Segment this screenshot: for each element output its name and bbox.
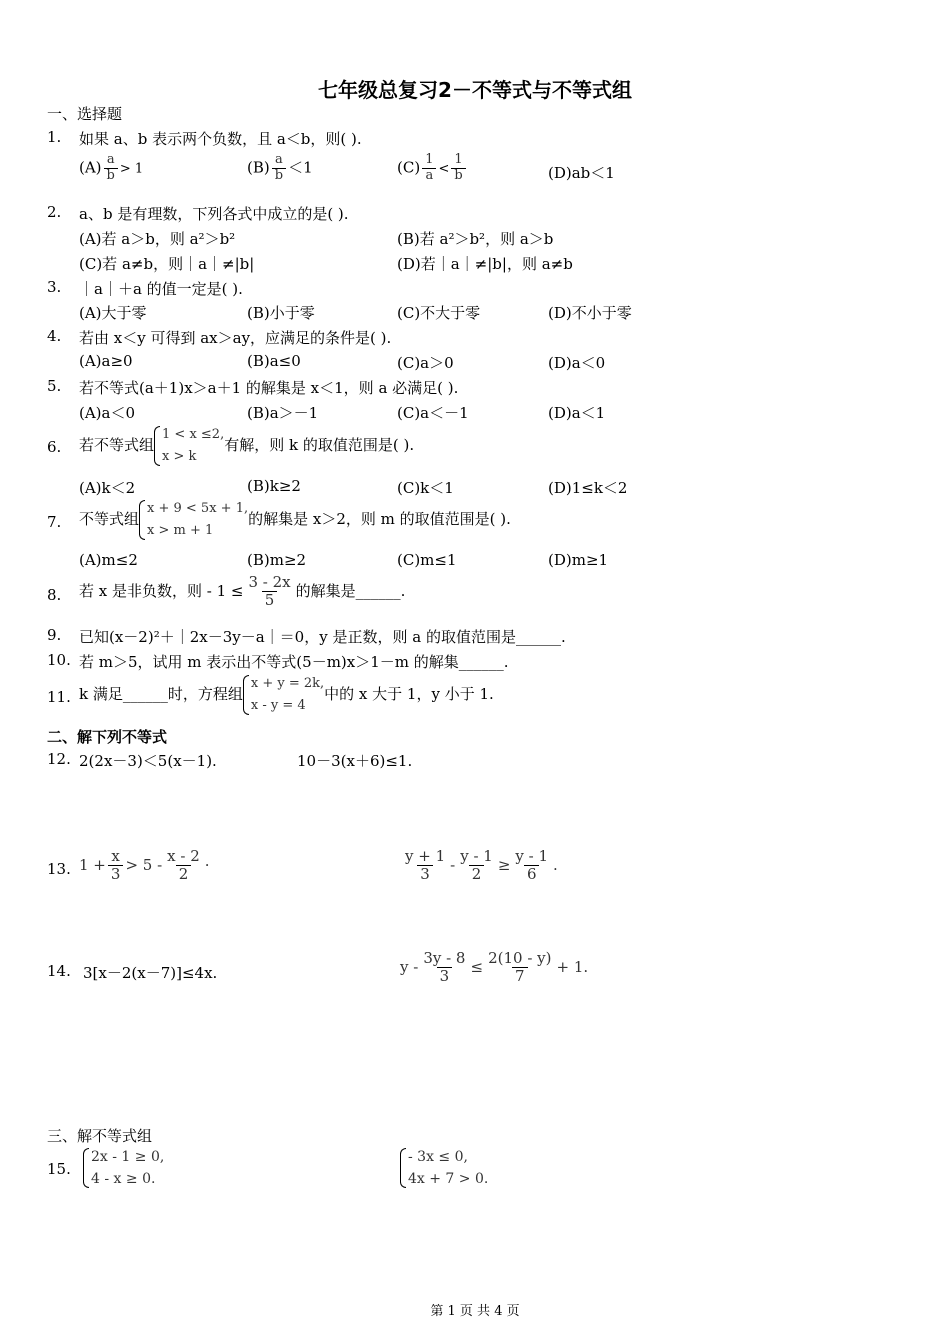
q2-option-c: (C)若 a≠b，则｜a｜≠|b| xyxy=(79,255,255,273)
q2-number: 2. xyxy=(47,203,62,221)
q5-option-a: (A)a＜0 xyxy=(79,404,136,422)
q5-number: 5. xyxy=(47,377,62,395)
q3-option-d: (D)不小于零 xyxy=(548,304,632,322)
section-inequalities-heading: 二、解下列不等式 xyxy=(47,728,168,746)
q2-option-d: (D)若｜a｜≠|b|，则 a≠b xyxy=(397,255,573,273)
q6-option-d: (D)1≤k＜2 xyxy=(548,479,628,497)
q1-option-a: (A) $\frac{a}{b}$ > 1 xyxy=(79,152,144,183)
q7-number: 7. xyxy=(47,513,62,531)
q2-option-b: (B)若 a²＞b²，则 a＞b xyxy=(397,230,554,248)
q12-left: 2(2x－3)＜5(x－1). xyxy=(79,752,217,770)
q1-stem: 如果 a、b 表示两个负数，且 a＜b，则( ). xyxy=(79,130,362,148)
q15-left-system: 2x - 1 ≥ 0, 4 - x ≥ 0. xyxy=(83,1146,164,1190)
q12-number: 12. xyxy=(47,750,71,768)
q6-number: 6. xyxy=(47,438,62,456)
q6-system-brace: 1 < x ≤2, x > k xyxy=(154,424,224,468)
q5-option-d: (D)a＜1 xyxy=(548,404,606,422)
q3-number: 3. xyxy=(47,278,62,296)
q3-option-a: (A)大于零 xyxy=(79,304,147,322)
q6-stem: 若不等式组 1 < x ≤2, x > k 有解，则 k 的取值范围是( ). xyxy=(79,424,414,468)
q6-option-c: (C)k＜1 xyxy=(397,479,454,497)
q6-option-a: (A)k＜2 xyxy=(79,479,136,497)
q5-stem: 若不等式(a＋1)x＞a＋1 的解集是 x＜1，则 a 必满足( ). xyxy=(79,379,459,397)
q4-stem: 若由 x＜y 可得到 ax＞ay，应满足的条件是( ). xyxy=(79,329,392,347)
q6-option-b: (B)k≥2 xyxy=(247,477,301,495)
q7-system-brace: x + 9 < 5x + 1, x > m + 1 xyxy=(139,498,248,542)
q8-stem: 若 x 是非负数，则 - 1 ≤ $\frac{3 - 2x}{5}$ 的解集是______. xyxy=(79,573,406,610)
q11-system-brace: x + y = 2k, x - y = 4 xyxy=(243,673,324,717)
q15-right-system: - 3x ≤ 0, 4x + 7 > 0. xyxy=(400,1146,488,1190)
q1-option-c: (C) $\frac{1}{a}$ < $\frac{1}{b}$ xyxy=(397,153,468,184)
q11-number: 11. xyxy=(47,688,71,706)
q1-option-b: (B) $\frac{a}{b}$ ＜1 xyxy=(247,152,313,183)
page-title: 七年级总复习2－不等式与不等式组 xyxy=(318,78,632,102)
q11-stem: k 满足______时，方程组 x + y = 2k, x - y = 4 中的 x 大于 1，y 小于 1. xyxy=(79,673,494,717)
q5-option-c: (C)a＜－1 xyxy=(397,404,469,422)
q7-stem: 不等式组 x + 9 < 5x + 1, x > m + 1 的解集是 x＞2，则 m 的取值范围是( ). xyxy=(79,498,511,542)
q14-number: 14. xyxy=(47,962,71,980)
q14-right: y - $\frac{3y - 8}{3}$ ≤ $\frac{2(10 - y)}{7}$ + 1. xyxy=(400,949,589,986)
section-choice-heading: 一、选择题 xyxy=(47,105,123,123)
q8-number: 8. xyxy=(47,586,62,604)
q14-left: 3[x－2(x－7)]≤4x. xyxy=(83,964,218,982)
q3-option-b: (B)小于零 xyxy=(247,304,315,322)
section-systems-heading: 三、解不等式组 xyxy=(47,1127,153,1145)
q15-number: 15. xyxy=(47,1160,71,1178)
q4-option-c: (C)a＞0 xyxy=(397,354,454,372)
q10-stem: 若 m＞5，试用 m 表示出不等式(5－m)x＞1－m 的解集______. xyxy=(79,653,509,671)
q7-option-a: (A)m≤2 xyxy=(79,551,138,569)
q9-number: 9. xyxy=(47,626,62,644)
q7-option-c: (C)m≤1 xyxy=(397,551,457,569)
q7-option-b: (B)m≥2 xyxy=(247,551,307,569)
q4-option-a: (A)a≥0 xyxy=(79,352,133,370)
page-footer: 第 1 页 共 4 页 xyxy=(430,1304,520,1319)
q1-number: 1. xyxy=(47,128,62,146)
q2-option-a: (A)若 a＞b，则 a²＞b² xyxy=(79,230,236,248)
q4-option-b: (B)a≤0 xyxy=(247,352,301,370)
q13-left: 1 + $\frac{x}{3}$ > 5 - $\frac{x - 2}{2}$ · xyxy=(79,847,210,884)
q5-option-b: (B)a＞－1 xyxy=(247,404,319,422)
q4-number: 4. xyxy=(47,327,62,345)
q10-number: 10. xyxy=(47,651,71,669)
q12-right: 10－3(x＋6)≤1. xyxy=(297,752,413,770)
q9-stem: 已知(x－2)²＋｜2x－3y－a｜＝0，y 是正数，则 a 的取值范围是______. xyxy=(79,628,566,646)
q4-option-d: (D)a＜0 xyxy=(548,354,606,372)
q7-option-d: (D)m≥1 xyxy=(548,551,609,569)
q2-stem: a、b 是有理数，下列各式中成立的是( ). xyxy=(79,205,349,223)
q3-option-c: (C)不大于零 xyxy=(397,304,481,322)
q13-right: $\frac{y + 1}{3}$ - $\frac{y - 1}{2}$ ≥ $\frac{y - 1}{6}$ . xyxy=(405,847,558,884)
q1-option-d: (D)ab＜1 xyxy=(548,164,615,182)
q13-number: 13. xyxy=(47,860,71,878)
q3-stem: ｜a｜＋a 的值一定是( ). xyxy=(79,280,243,298)
